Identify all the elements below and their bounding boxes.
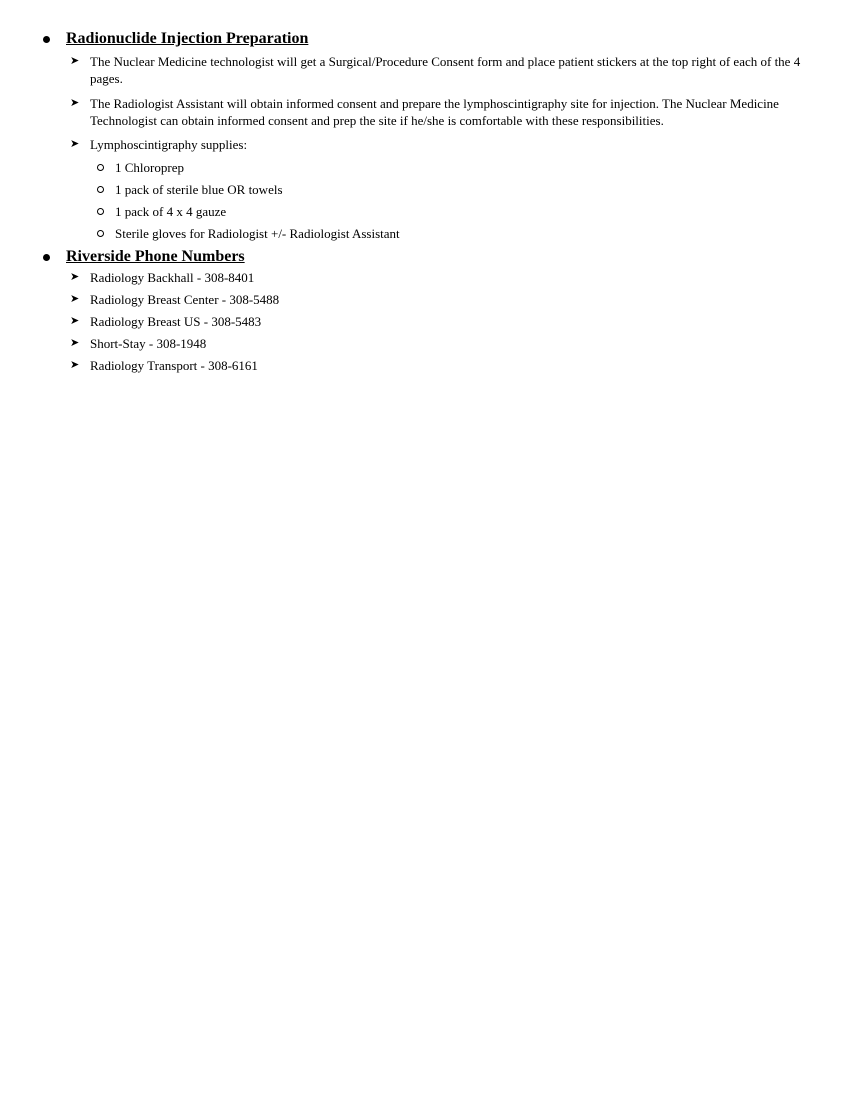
phone-list-item — [0, 357, 857, 374]
arrowhead-bullet-icon: ➤ — [70, 337, 80, 349]
arrowhead-bullet-icon: ➤ — [70, 97, 80, 109]
list-item-text: The Radiologist Assistant will obtain informed consent and prepare the lymphoscintigraphy site for injection. The Nuclear Medicine Technologist can obtain informed consent and prep the site if he/she is comfortable with these responsibilities. — [90, 96, 779, 128]
phone-list-item — [0, 291, 857, 308]
arrowhead-bullet-icon: ➤ — [70, 359, 80, 371]
list-item — [0, 95, 857, 129]
arrowhead-bullet-icon: ➤ — [70, 293, 80, 305]
filled-circle-bullet-icon — [43, 254, 50, 261]
supply-item — [0, 203, 857, 220]
phone-list-item-text: Radiology Transport - 308-6161 — [90, 358, 258, 373]
arrowhead-bullet-icon: ➤ — [70, 138, 80, 150]
hollow-circle-bullet-icon — [97, 208, 104, 215]
list-item-text: The Nuclear Medicine technologist will get a Surgical/Procedure Consent form and place patient stickers at the top right of each of the 4 pages. — [90, 54, 801, 86]
section-riverside-phone-numbers — [0, 247, 857, 374]
supply-item-text: 1 Chloroprep — [115, 160, 184, 175]
section-heading: Riverside Phone Numbers — [66, 248, 245, 265]
list-item — [0, 136, 857, 153]
section-radionuclide-injection — [0, 29, 857, 242]
supply-item-text: 1 pack of 4 x 4 gauze — [115, 204, 227, 219]
supply-item-text: 1 pack of sterile blue OR towels — [115, 182, 283, 197]
arrowhead-bullet-icon: ➤ — [70, 315, 80, 327]
hollow-circle-bullet-icon — [97, 164, 104, 171]
section-heading: Radionuclide Injection Preparation — [66, 30, 309, 47]
phone-list-item — [0, 335, 857, 352]
filled-circle-bullet-icon — [43, 36, 50, 43]
supply-item — [0, 225, 857, 242]
phone-list-item-text: Short-Stay - 308-1948 — [90, 336, 207, 351]
phone-list-item-text: Radiology Breast US - 308-5483 — [90, 314, 262, 329]
supply-item — [0, 181, 857, 198]
list-item-text: Lymphoscintigraphy supplies: — [90, 137, 248, 152]
hollow-circle-bullet-icon — [97, 186, 104, 193]
supply-item-text: Sterile gloves for Radiologist +/- Radiologist Assistant — [115, 226, 400, 241]
phone-list-item-text: Radiology Breast Center - 308-5488 — [90, 292, 280, 307]
arrowhead-bullet-icon: ➤ — [70, 55, 80, 67]
arrowhead-bullet-icon: ➤ — [70, 271, 80, 283]
phone-list-item — [0, 313, 857, 330]
section-heading-row — [0, 29, 857, 51]
list-item — [0, 53, 857, 87]
phone-list-item-text: Radiology Backhall - 308-8401 — [90, 270, 255, 285]
section-heading-row — [0, 247, 857, 269]
supply-item — [0, 159, 857, 176]
hollow-circle-bullet-icon — [97, 230, 104, 237]
phone-list-item — [0, 269, 857, 286]
